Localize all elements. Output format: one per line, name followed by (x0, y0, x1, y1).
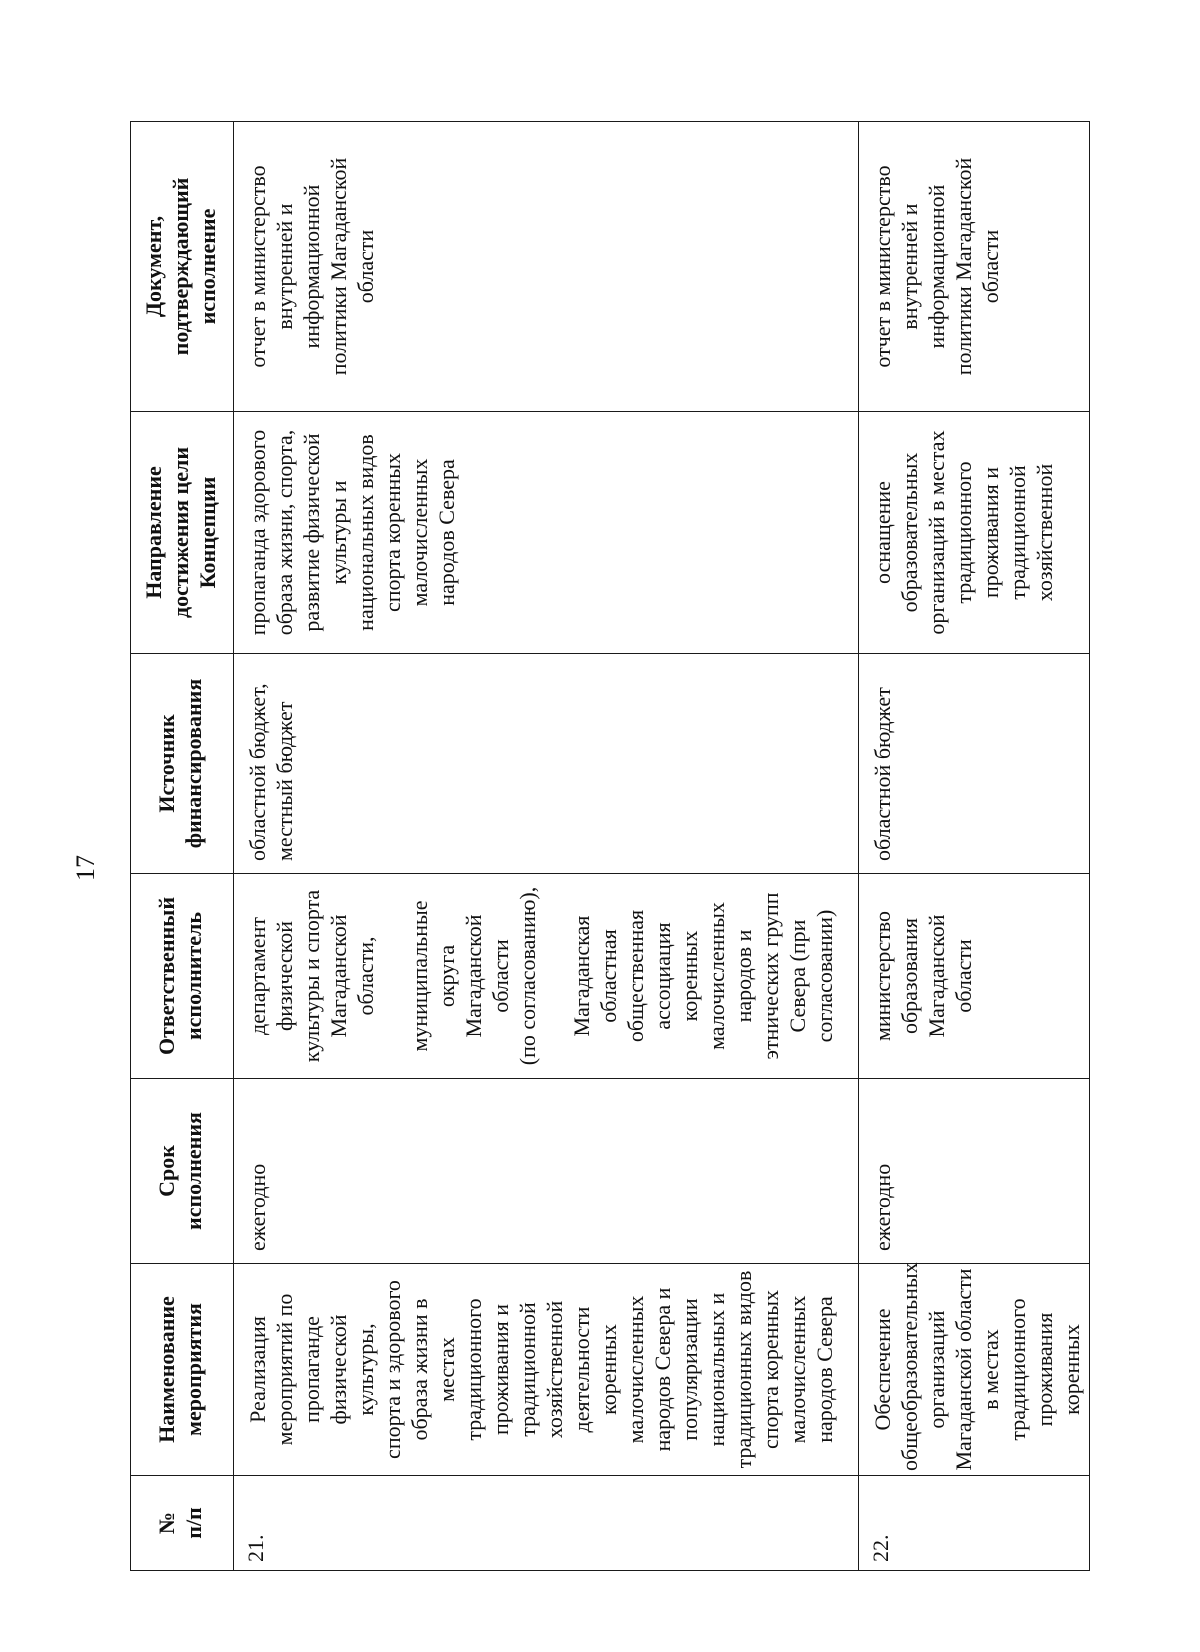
table-row (859, 122, 1090, 1571)
row-name: Обеспечение общеобразовательных организаций Магаданской области в местах традиционного проживания коренных (859, 1264, 1090, 1476)
row-num: 21. (234, 1476, 859, 1571)
row-term: ежегодно (234, 1079, 859, 1264)
header-executor: Ответственный исполнитель (131, 874, 234, 1079)
header-term: Срок исполнения (131, 1079, 234, 1264)
table-row (234, 122, 859, 1571)
header-name: Наименование мероприятия (131, 1264, 234, 1476)
row-num: 22. (859, 1476, 1090, 1571)
row-executor: департамент физической культуры и спорта Магаданской области, муниципальные округа Магаданской области (по согласованию), Магаданская областная общественная ассоциация коренных малочисленных народов и этнических групп Севера (при согласовании) (234, 874, 859, 1079)
header-source: Источник финансирования (131, 654, 234, 874)
page-number: 17 (71, 855, 100, 881)
table-header-row (131, 122, 234, 1571)
row-executor: министерство образования Магаданской области (859, 874, 1090, 1079)
row-name: Реализация мероприятий по пропаганде физической культуры, спорта и здорового образа жизни в местах традиционного проживания и традиционной хозяйственной деятельности коренных малочисленных народов Севера и популяризации национальных и традиционных видов спорта коренных малочисленных народов Севера (234, 1264, 859, 1476)
row-source: областной бюджет, местный бюджет (234, 654, 859, 874)
header-document: Документ, подтверждающий исполнение (131, 122, 234, 412)
activities-table (130, 121, 1090, 1571)
row-document: отчет в министерство внутренней и информационной политики Магаданской области (859, 122, 1090, 412)
row-source: областной бюджет (859, 654, 1090, 874)
row-document: отчет в министерство внутренней и информационной политики Магаданской области (234, 122, 859, 412)
row-term: ежегодно (859, 1079, 1090, 1264)
row-direction: пропаганда здорового образа жизни, спорта, развитие физической культуры и национальных видов спорта коренных малочисленных народов Севера (234, 412, 859, 654)
header-num: № п/п (131, 1476, 234, 1571)
header-direction: Направление достижения цели Концепции (131, 412, 234, 654)
row-direction: оснащение образовательных организаций в местах традиционного проживания и традиционной хозяйственной (859, 412, 1090, 654)
rotated-table-sheet (130, 122, 1084, 1571)
